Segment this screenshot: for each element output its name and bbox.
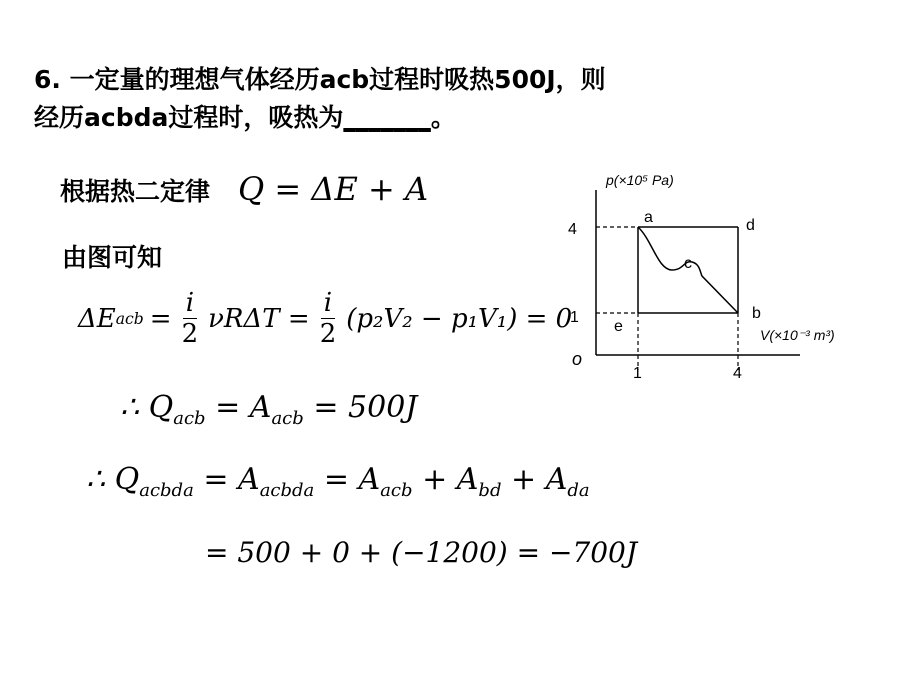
heat-acbda-equation	[86, 462, 590, 501]
point-b-label: b	[752, 305, 761, 322]
eq2-end: = 500J	[313, 390, 418, 425]
x-axis-label: V(×10⁻³ m³)	[760, 327, 835, 343]
point-a-label: a	[644, 209, 653, 226]
point-e-label: e	[614, 318, 623, 335]
eq3-q: ∴ Q	[86, 462, 140, 497]
fraction-denominator: 2	[181, 319, 199, 349]
eq3-q-sub: acbda	[139, 480, 194, 501]
y-axis-label: p(×10⁵ Pa)	[606, 172, 674, 188]
law-label: 根据热二定律	[60, 177, 211, 206]
fraction-numerator: i	[321, 288, 335, 319]
eq2-q-sub: acb	[173, 408, 206, 429]
thermo-law-line	[60, 170, 428, 208]
heat-acb-equation	[120, 390, 417, 429]
y-tick-4: 4	[568, 221, 577, 238]
origin-label: o	[572, 349, 583, 369]
eq2-a: = A	[215, 390, 272, 425]
y-tick-1: 1	[570, 309, 579, 326]
eq3-a3-sub: bd	[478, 480, 502, 501]
eq1-lhs-sub: acb	[115, 309, 144, 328]
pv-diagram	[560, 160, 880, 390]
problem-line-2	[34, 101, 456, 135]
eq1-fraction-2	[320, 288, 337, 349]
eq3-a1-sub: acbda	[259, 480, 315, 501]
problem-line-2-text: 经历acbda过程时，吸热为	[34, 103, 344, 132]
from-diagram-label: 由图可知	[62, 243, 163, 272]
eq3-a4-sub: da	[567, 480, 590, 501]
eq3-a2: = A	[323, 462, 381, 497]
fraction-denominator: 2	[319, 319, 337, 349]
result-equation: = 500 + 0 + (−1200) = −700J	[205, 536, 638, 569]
eq2-q: ∴ Q	[120, 390, 174, 425]
eq3-a4: + A	[511, 462, 568, 497]
eq3-a1: = A	[203, 462, 260, 497]
fraction-numerator: i	[183, 288, 197, 319]
law-formula: Q = ΔE + A	[238, 170, 429, 208]
answer-blank: _______	[343, 103, 431, 132]
point-d-label: d	[746, 217, 755, 234]
eq3-a3: + A	[422, 462, 479, 497]
problem-line-1: 6. 一定量的理想气体经历acb过程时吸热500J，则	[34, 65, 606, 94]
eq1-fraction-1	[182, 288, 199, 349]
eq1-lhs: ΔE	[78, 303, 116, 334]
eq1-rhs: (p₂V₂ − p₁V₁) = 0	[346, 303, 573, 334]
x-tick-4: 4	[733, 365, 742, 382]
eq1-equals: =	[149, 303, 172, 334]
point-c-label: c	[684, 255, 692, 272]
x-tick-1: 1	[633, 365, 642, 382]
eq1-middle: νRΔT =	[208, 303, 310, 334]
internal-energy-equation	[78, 288, 572, 349]
eq2-a-sub: acb	[271, 408, 304, 429]
problem-line-2-end: 。	[430, 103, 456, 132]
eq3-a2-sub: acb	[380, 480, 413, 501]
